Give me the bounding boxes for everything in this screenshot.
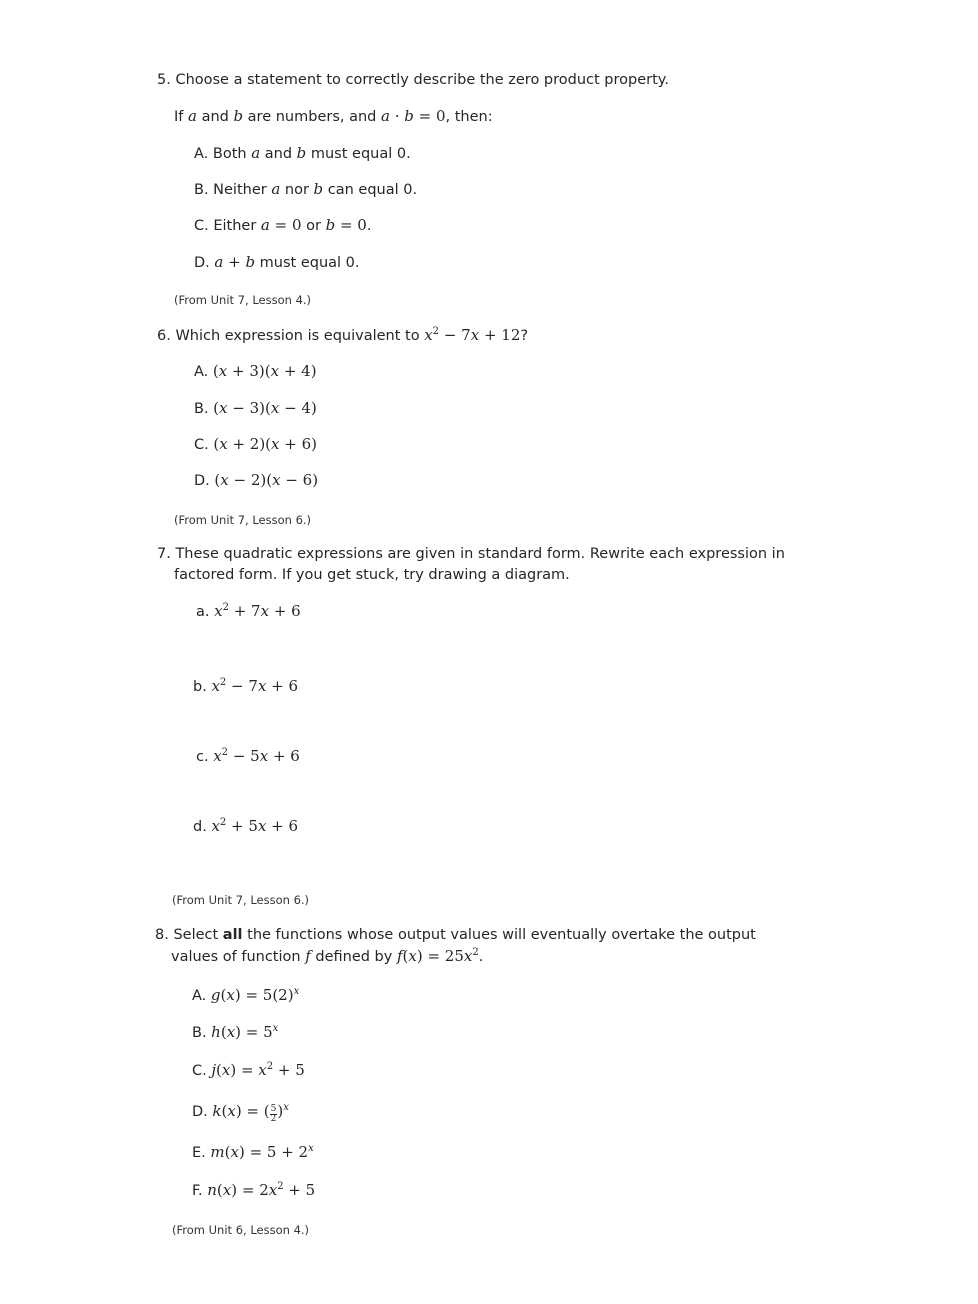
q6-source: (From Unit 7, Lesson 6.) (174, 513, 312, 527)
q8-prompt-line1: 8. Select all the functions whose output values will eventually overtake the output (155, 927, 756, 943)
q8-option-f[interactable]: F. $n(x) = 2x^2 + 5$ (192, 1181, 316, 1199)
q5-option-d[interactable]: D. a + b must equal 0. (194, 253, 360, 271)
q8-source: (From Unit 6, Lesson 4.) (172, 1223, 310, 1237)
q8-option-c[interactable]: C. $j(x) = x^2 + 5$ (192, 1061, 305, 1079)
q5-source: (From Unit 7, Lesson 4.) (174, 293, 312, 307)
q7-prompt-line1: 7. These quadratic expressions are given in standard form. Rewrite each expression in (157, 546, 785, 562)
q7-part-d: d. $x^2 + 5x + 6$ (193, 817, 299, 835)
q7-source: (From Unit 7, Lesson 6.) (172, 893, 310, 907)
q5-premise: If a and b are numbers, and a · b = 0, then: (174, 107, 493, 125)
q7-part-a: a. $x^2 + 7x + 6$ (196, 602, 301, 620)
q7-prompt-line2: factored form. If you get stuck, try drawing a diagram. (174, 567, 570, 583)
q5-prompt: 5. Choose a statement to correctly describe the zero product property. (157, 72, 669, 88)
q8-option-e[interactable]: E. $m(x) = 5 + 2^x$ (192, 1143, 314, 1161)
q6-option-b[interactable]: B. (x − 3)(x − 4) (194, 399, 317, 417)
q8-option-a[interactable]: A. $g(x) = 5(2)^x$ (192, 986, 300, 1004)
q5-option-c[interactable]: C. Either a = 0 or b = 0. (194, 216, 372, 234)
q6-option-c[interactable]: C. (x + 2)(x + 6) (194, 435, 317, 453)
q6-option-a[interactable]: A. (x + 3)(x + 4) (194, 362, 317, 380)
q6-prompt: 6. Which expression is equivalent to $x^2 - 7x + 12$? (157, 326, 529, 344)
q5-option-a[interactable]: A. Both a and b must equal 0. (194, 144, 411, 162)
q7-part-b: b. $x^2 - 7x + 6$ (193, 677, 299, 695)
q8-option-b[interactable]: B. $h(x) = 5^x$ (192, 1023, 279, 1041)
q8-option-d[interactable]: D. k(x) = ( $\frac{5}{2}$ )$^x$ (192, 1102, 289, 1124)
q5-option-b[interactable]: B. Neither a nor b can equal 0. (194, 180, 418, 198)
q6-option-d[interactable]: D. (x − 2)(x − 6) (194, 471, 319, 489)
q8-prompt-line2: values of function f defined by $f(x) = 25x^2$. (171, 947, 484, 965)
q7-part-c: c. $x^2 - 5x + 6$ (196, 747, 300, 765)
five-halves-fraction: $\frac{5}{2}$ (270, 1104, 277, 1124)
